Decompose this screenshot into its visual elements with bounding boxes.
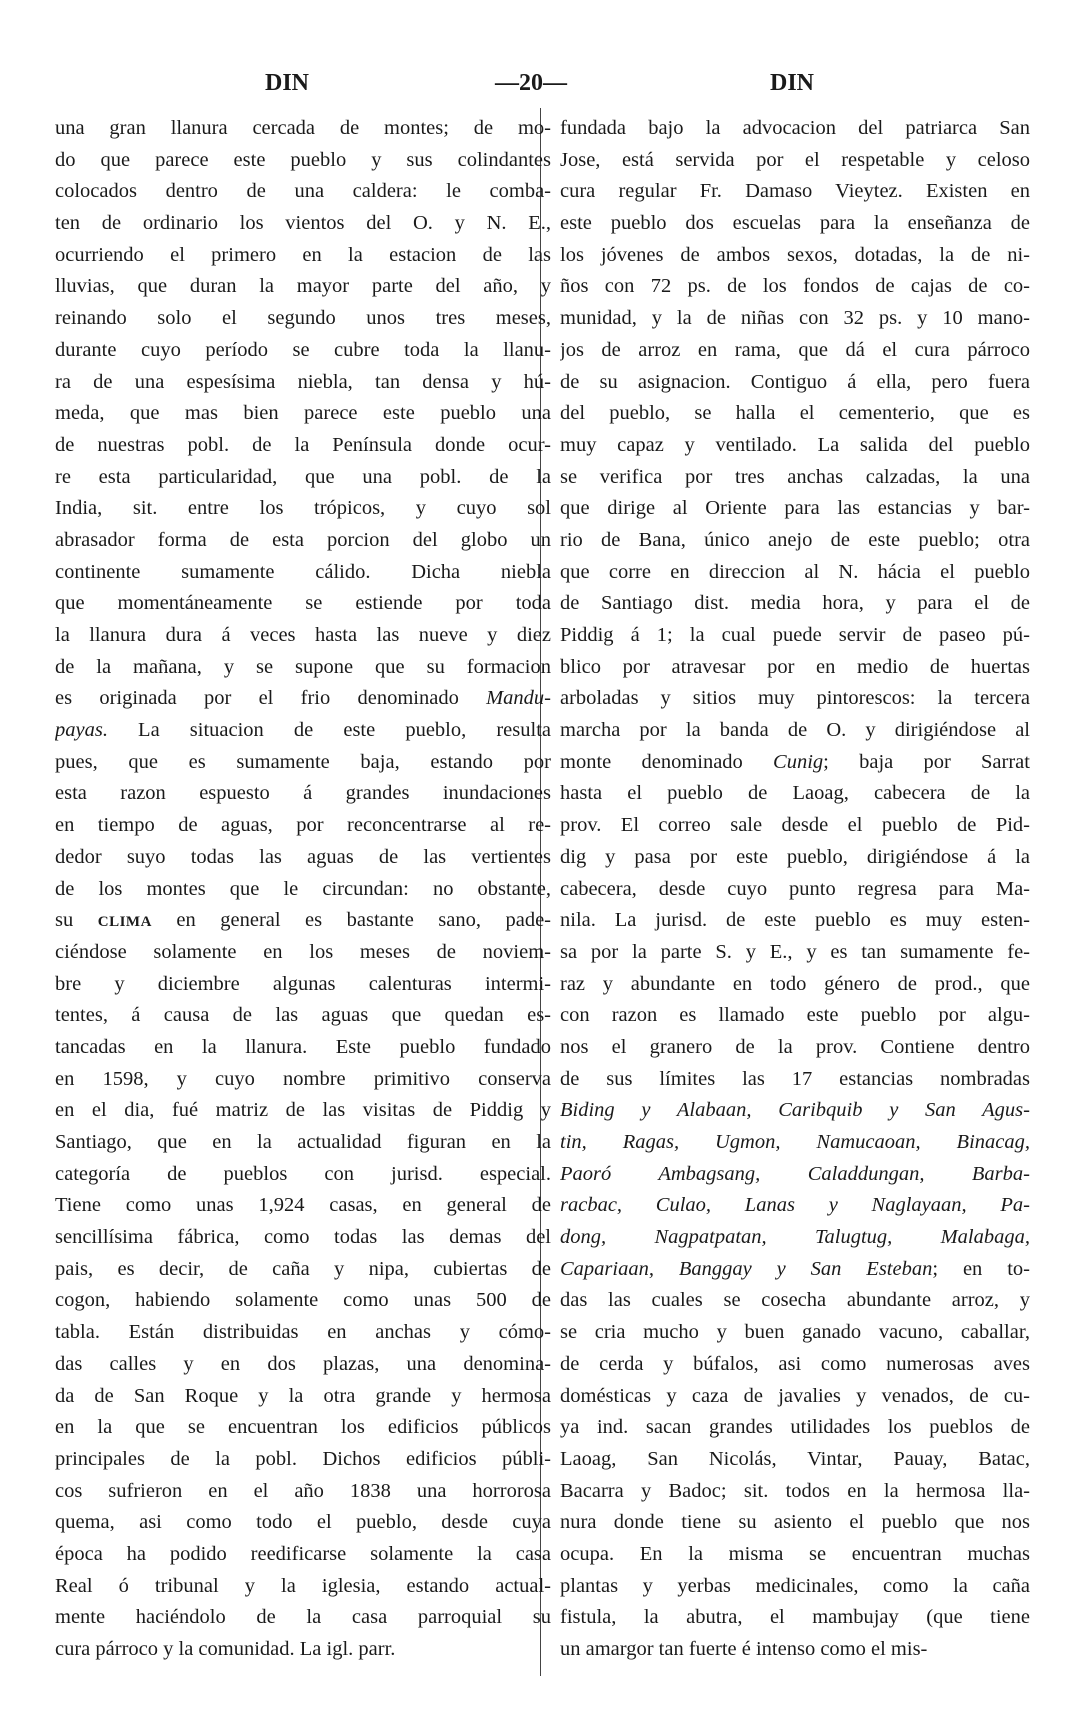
text-line: da de San Roque y la otra grande y hermosa <box>55 1384 551 1407</box>
text-line: pais, es decir, de caña y nipa, cubiertas de <box>55 1257 551 1280</box>
text-line: de nuestras pobl. de la Península donde ocur- <box>55 433 551 456</box>
text-line: nura donde tiene su asiento el pueblo que nos <box>560 1511 1030 1534</box>
text-line: Laoag, San Nicolás, Vintar, Pauay, Batac, <box>560 1447 1030 1470</box>
text-line: monte denominado Cunig; baja por Sarrat <box>560 750 1030 773</box>
text-line: en 1598, y cuyo nombre primitivo conserva <box>55 1067 551 1090</box>
text-line: Biding y Alabaan, Caribquib y San Agus- <box>560 1099 1030 1122</box>
text-line: de Santiago dist. media hora, y para el de <box>560 592 1030 615</box>
text-line: en el dia, fué matriz de las visitas de Piddig y <box>55 1099 551 1122</box>
text-line: la llanura dura á veces hasta las nueve y diez <box>55 624 551 646</box>
text-line: re esta particularidad, que una pobl. de la <box>55 465 551 488</box>
text-line: blico por atravesar por en medio de huertas <box>560 655 1030 678</box>
page-header <box>55 70 1035 104</box>
text-line: India, sit. entre los trópicos, y cuyo sol <box>55 497 551 520</box>
text-line: lluvias, que duran la mayor parte del año, y <box>55 275 551 298</box>
text-line: categoría de pueblos con jurisd. especial. <box>55 1162 551 1185</box>
text-line: mente haciéndolo de la casa parroquial su <box>55 1606 551 1629</box>
page-number: —20— <box>495 70 567 96</box>
text-line: bre y diciembre algunas calenturas intermi- <box>55 972 551 995</box>
text-line: ten de ordinario los vientos del O. y N. E., <box>55 212 551 235</box>
text-line: racbac, Culao, Lanas y Naglayaan, Pa- <box>560 1194 1030 1217</box>
text-line: marcha por la banda de O. y dirigiéndose al <box>560 719 1030 742</box>
text-line: raz y abundante en todo género de prod., que <box>560 972 1030 995</box>
text-line: abrasador forma de esta porcion del globo un <box>55 528 551 551</box>
text-line: cos sufrieron en el año 1838 una horrorosa <box>55 1479 551 1502</box>
text-line: cabecera, desde cuyo punto regresa para Ma- <box>560 877 1030 900</box>
text-line: nila. La jurisd. de este pueblo es muy esten- <box>560 909 1030 932</box>
text-line: principales de la pobl. Dichos edificios públi- <box>55 1447 551 1470</box>
text-line: Tiene como unas 1,924 casas, en general de <box>55 1194 551 1217</box>
text-line: que dirige al Oriente para las estancias y bar- <box>560 497 1030 520</box>
text-line: das calles y en dos plazas, una denomina- <box>55 1352 551 1375</box>
text-line: Santiago, que en la actualidad figuran en la <box>55 1131 551 1153</box>
text-line: ciéndose solamente en los meses de noviem- <box>55 940 551 963</box>
header-left-keyword: DIN <box>265 70 310 96</box>
text-line: Paoró Ambagsang, Caladdungan, Barba- <box>560 1162 1030 1185</box>
text-line: prov. El correo sale desde el pueblo de Pid- <box>560 814 1030 837</box>
text-line: ocupa. En la misma se encuentran muchas <box>560 1542 1030 1565</box>
text-line: continente sumamente cálido. Dicha niebla <box>55 560 551 583</box>
text-line: es originada por el frio denominado Mandu- <box>55 687 551 710</box>
text-line: que momentáneamente se estiende por toda <box>55 592 551 615</box>
text-line: época ha podido reedificarse solamente la casa <box>55 1542 551 1565</box>
text-line: ocurriendo el primero en la estacion de las <box>55 243 551 266</box>
text-line: quema, asi como todo el pueblo, desde cuya <box>55 1511 551 1534</box>
text-line: cura párroco y la comunidad. La igl. parr. <box>55 1638 396 1660</box>
text-line: ños con 72 ps. de los fondos de cajas de co- <box>560 275 1030 298</box>
text-line: una gran llanura cercada de montes; de mo- <box>55 117 551 139</box>
text-line: fistula, la abutra, el mambujay (que tiene <box>560 1606 1030 1629</box>
text-line: arboladas y sitios muy pintorescos: la tercera <box>560 687 1030 710</box>
text-line: payas. La situacion de este pueblo, resulta <box>55 719 551 742</box>
text-line: se cria mucho y buen ganado vacuno, caballar, <box>560 1321 1030 1344</box>
text-line: reinando solo el segundo unos tres meses, <box>55 307 551 330</box>
text-line: de sus límites las 17 estancias nombradas <box>560 1067 1030 1090</box>
text-line: fundada bajo la advocacion del patriarca San <box>560 117 1030 139</box>
text-line: jos de arroz en rama, que dá el cura párroco <box>560 338 1030 361</box>
right-column <box>560 113 1030 1713</box>
text-line: los jóvenes de ambos sexos, dotadas, la de ni- <box>560 243 1030 266</box>
header-right-keyword: DIN <box>770 70 815 96</box>
left-column <box>55 113 551 1713</box>
text-line: tancadas en la llanura. Este pueblo fundado <box>55 1035 551 1058</box>
text-line: un amargor tan fuerte é intenso como el mis- <box>560 1638 928 1660</box>
text-line: sencillísima fábrica, como todas las demas del <box>55 1226 551 1249</box>
text-line: que corre en direccion al N. hácia el pueblo <box>560 560 1030 583</box>
text-line: de la mañana, y se supone que su formacion <box>55 655 551 678</box>
text-line: Real ó tribunal y la iglesia, estando actual- <box>55 1574 551 1597</box>
text-line: con razon es llamado este pueblo por algu- <box>560 1004 1030 1027</box>
text-line: ra de una espesísima niebla, tan densa y hú- <box>55 370 551 393</box>
text-line: de su asignacion. Contiguo á ella, pero fuera <box>560 370 1030 393</box>
text-line: Capariaan, Banggay y San Esteban; en to- <box>560 1257 1030 1280</box>
text-line: del pueblo, se halla el cementerio, que es <box>560 402 1030 425</box>
text-line: en la que se encuentran los edificios públicos <box>55 1416 551 1439</box>
text-line: ya ind. sacan grandes utilidades los pueblos de <box>560 1416 1030 1439</box>
text-line: Piddig á 1; la cual puede servir de paseo pú- <box>560 624 1030 646</box>
text-line: este pueblo dos escuelas para la enseñanza de <box>560 212 1030 235</box>
text-line: dedor suyo todas las aguas de las vertientes <box>55 845 551 868</box>
text-line: colocados dentro de una caldera: le comba- <box>55 180 551 203</box>
text-line: hasta el pueblo de Laoag, cabecera de la <box>560 782 1030 805</box>
text-line: durante cuyo período se cubre toda la llanu- <box>55 338 551 361</box>
text-line: en tiempo de aguas, por reconcentrarse al re- <box>55 814 551 837</box>
text-line: su CLIMA en general es bastante sano, pade- <box>55 909 551 932</box>
text-line: rio de Bana, único anejo de este pueblo; otra <box>560 528 1030 551</box>
text-line: se verifica por tres anchas calzadas, la una <box>560 465 1030 488</box>
text-line: de los montes que le circundan: no obstante, <box>55 877 551 900</box>
text-line: pues, que es sumamente baja, estando por <box>55 750 551 773</box>
text-line: cogon, habiendo solamente como unas 500 de <box>55 1289 551 1312</box>
text-line: dig y pasa por este pueblo, dirigiéndose á la <box>560 845 1030 868</box>
text-line: tabla. Están distribuidas en anchas y cómo- <box>55 1321 551 1344</box>
text-line: das las cuales se cosecha abundante arroz, y <box>560 1289 1030 1312</box>
text-line: cura regular Fr. Damaso Vieytez. Existen en <box>560 180 1030 203</box>
text-line: Bacarra y Badoc; sit. todos en la hermosa lla- <box>560 1479 1030 1502</box>
text-line: sa por la parte S. y E., y es tan sumamente fe- <box>560 940 1030 963</box>
text-line: domésticas y caza de javalies y venados, de cu- <box>560 1384 1030 1407</box>
text-line: tin, Ragas, Ugmon, Namucaoan, Binacag, <box>560 1131 1030 1153</box>
text-line: tentes, á causa de las aguas que quedan es- <box>55 1004 551 1027</box>
text-line: do que parece este pueblo y sus colindantes <box>55 148 551 171</box>
text-line: meda, que mas bien parece este pueblo una <box>55 402 551 425</box>
text-line: de cerda y búfalos, asi como numerosas aves <box>560 1352 1030 1375</box>
text-line: dong, Nagpatpatan, Talugtug, Malabaga, <box>560 1226 1030 1249</box>
text-line: plantas y yerbas medicinales, como la caña <box>560 1574 1030 1597</box>
text-line: muy capaz y ventilado. La salida del pueblo <box>560 433 1030 456</box>
text-line: munidad, y la de niñas con 32 ps. y 10 mano- <box>560 307 1030 330</box>
text-line: esta razon espuesto á grandes inundaciones <box>55 782 551 805</box>
text-line: nos el granero de la prov. Contiene dentro <box>560 1035 1030 1058</box>
text-line: Jose, está servida por el respetable y celoso <box>560 148 1030 171</box>
